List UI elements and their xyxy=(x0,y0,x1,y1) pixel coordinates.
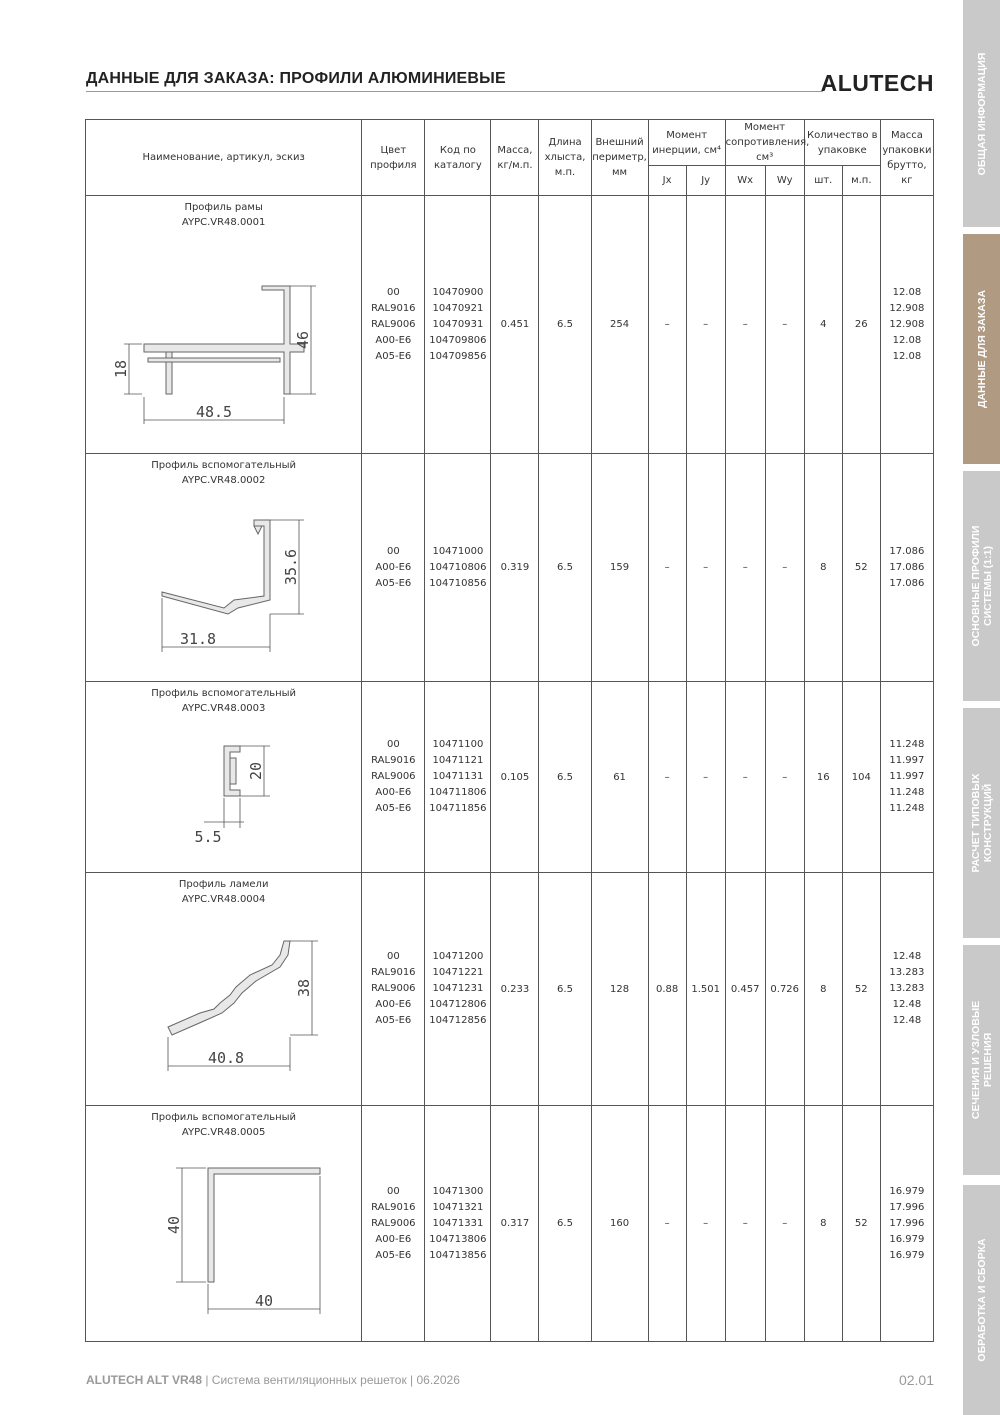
wy-value: – xyxy=(765,454,804,682)
pcs-value: 8 xyxy=(804,873,842,1106)
brand-logo: ALUTECH xyxy=(820,70,934,96)
header-mp: м.п. xyxy=(842,166,880,196)
code-list: 10471200 10471221 10471231 104712806 104712856 xyxy=(425,873,491,1106)
jx-value: 0.88 xyxy=(648,873,686,1106)
pack-mass-list: 17.086 17.086 17.086 xyxy=(880,454,933,682)
perimeter-value: 159 xyxy=(591,454,648,682)
profile-sketch xyxy=(104,909,344,1094)
mass-value: 0.105 xyxy=(491,682,539,873)
pack-mass-list: 11.248 11.997 11.997 11.248 11.248 xyxy=(880,682,933,873)
code-list: 10471100 10471121 10471131 104711806 104711856 xyxy=(425,682,491,873)
tab-label: РАСЧЕТ ТИПОВЫХ КОНСТРУКЦИЙ xyxy=(969,773,994,873)
footer-product: ALUTECH ALT VR48 xyxy=(86,1373,203,1387)
header-wx: Wx xyxy=(725,166,765,196)
jx-value: – xyxy=(648,1106,686,1342)
header-color: Цвет профиля xyxy=(362,120,425,196)
pack-mass-list: 12.08 12.908 12.908 12.08 12.08 xyxy=(880,196,933,454)
header-jy: Jy xyxy=(686,166,725,196)
profile-article: AYPC.VR48.0005 xyxy=(181,1127,266,1138)
tab-processing[interactable] xyxy=(963,1185,1000,1415)
footer-text: | Система вентиляционных решеток | 06.2026 xyxy=(202,1373,460,1387)
mass-value: 0.317 xyxy=(491,1106,539,1342)
pack-mass-list: 12.48 13.283 13.283 12.48 12.48 xyxy=(880,873,933,1106)
tab-label: ДАННЫЕ ДЛЯ ЗАКАЗА xyxy=(975,289,988,409)
profile-name: Профиль вспомогательный xyxy=(151,688,297,699)
length-value: 6.5 xyxy=(539,873,591,1106)
wy-value: – xyxy=(765,196,804,454)
color-list: 00 RAL9016 RAL9006 A00-E6 A05-E6 xyxy=(362,1106,425,1342)
wx-value: 0.457 xyxy=(725,873,765,1106)
header-perimeter: Внешний периметр, мм xyxy=(591,120,648,196)
dim-height: 46 xyxy=(293,330,312,350)
mass-value: 0.233 xyxy=(491,873,539,1106)
table-row xyxy=(86,682,934,873)
jx-value: – xyxy=(648,196,686,454)
footer xyxy=(86,1373,460,1387)
profile-sketch xyxy=(104,718,344,863)
tab-calculation[interactable] xyxy=(963,708,1000,938)
perimeter-value: 254 xyxy=(591,196,648,454)
profile-name-cell xyxy=(86,1106,362,1342)
profile-article: AYPC.VR48.0001 xyxy=(181,217,266,228)
jy-value: – xyxy=(686,682,725,873)
profile-article: AYPC.VR48.0002 xyxy=(181,475,266,486)
wx-value: – xyxy=(725,682,765,873)
tab-order-data[interactable] xyxy=(963,234,1000,464)
wx-value: – xyxy=(725,454,765,682)
profile-name: Профиль рамы xyxy=(184,202,263,213)
jx-value: – xyxy=(648,454,686,682)
pcs-value: 16 xyxy=(804,682,842,873)
table-row xyxy=(86,873,934,1106)
header-inertia: Момент инерции, см⁴ xyxy=(648,120,725,166)
header-code: Код по каталогу xyxy=(425,120,491,196)
perimeter-value: 61 xyxy=(591,682,648,873)
tab-label: ОБЩАЯ ИНФОРМАЦИЯ xyxy=(975,52,988,175)
profile-name-cell xyxy=(86,454,362,682)
jy-value: – xyxy=(686,454,725,682)
tab-label: ОСНОВНЫЕ ПРОФИЛИ СИСТЕМЫ (1:1) xyxy=(969,525,994,647)
table-row xyxy=(86,454,934,682)
dim-width: 48.5 xyxy=(195,403,232,421)
header-pack-mass: Масса упаковки брутто, кг xyxy=(880,120,933,196)
header-jx: Jx xyxy=(648,166,686,196)
mp-value: 104 xyxy=(842,682,880,873)
page-number: 02.01 xyxy=(898,1372,934,1388)
jy-value: 1.501 xyxy=(686,873,725,1106)
dim-height-small: 18 xyxy=(111,359,130,379)
table-row xyxy=(86,196,934,454)
mass-value: 0.451 xyxy=(491,196,539,454)
mp-value: 52 xyxy=(842,873,880,1106)
dim-width: 40.8 xyxy=(207,1049,244,1067)
profile-sketch xyxy=(104,490,344,670)
color-list: 00 RAL9016 RAL9006 A00-E6 A05-E6 xyxy=(362,196,425,454)
color-list: 00 RAL9016 RAL9006 A00-E6 A05-E6 xyxy=(362,682,425,873)
order-data-table xyxy=(85,119,934,1342)
pcs-value: 8 xyxy=(804,1106,842,1342)
header-resistance: Момент сопротивления, см³ xyxy=(725,120,804,166)
tab-main-profiles[interactable] xyxy=(963,471,1000,701)
code-list: 10470900 10470921 10470931 104709806 104709856 xyxy=(425,196,491,454)
tab-label: СЕЧЕНИЯ И УЗЛОВЫЕ РЕШЕНИЯ xyxy=(969,1000,994,1120)
tab-label: ОБРАБОТКА И СБОРКА xyxy=(975,1238,988,1362)
profile-name: Профиль вспомогательный xyxy=(151,460,297,471)
dim-width: 5.5 xyxy=(194,828,222,846)
perimeter-value: 128 xyxy=(591,873,648,1106)
dim-width: 31.8 xyxy=(179,630,216,648)
header-quantity: Количество в упаковке xyxy=(804,120,880,166)
tab-sections[interactable] xyxy=(963,945,1000,1175)
profile-name-cell xyxy=(86,682,362,873)
perimeter-value: 160 xyxy=(591,1106,648,1342)
jy-value: – xyxy=(686,196,725,454)
wx-value: – xyxy=(725,196,765,454)
dim-width: 40 xyxy=(254,1292,273,1310)
wx-value: – xyxy=(725,1106,765,1342)
length-value: 6.5 xyxy=(539,196,591,454)
length-value: 6.5 xyxy=(539,1106,591,1342)
mp-value: 52 xyxy=(842,454,880,682)
profile-sketch xyxy=(104,232,344,432)
header-mass: Масса, кг/м.п. xyxy=(491,120,539,196)
dim-height: 20 xyxy=(246,761,265,781)
header-length: Длина хлыста, м.п. xyxy=(539,120,591,196)
mp-value: 52 xyxy=(842,1106,880,1342)
color-list: 00 A00-E6 A05-E6 xyxy=(362,454,425,682)
tab-general-info[interactable] xyxy=(963,0,1000,227)
mass-value: 0.319 xyxy=(491,454,539,682)
profile-name-cell xyxy=(86,196,362,454)
code-list: 10471000 104710806 104710856 xyxy=(425,454,491,682)
wy-value: – xyxy=(765,682,804,873)
length-value: 6.5 xyxy=(539,454,591,682)
profile-name-cell xyxy=(86,873,362,1106)
mp-value: 26 xyxy=(842,196,880,454)
dim-height: 40 xyxy=(164,1215,183,1235)
profile-sketch xyxy=(104,1142,344,1332)
pack-mass-list: 16.979 17.996 17.996 16.979 16.979 xyxy=(880,1106,933,1342)
profile-name: Профиль ламели xyxy=(178,879,269,890)
page-title: ДАННЫЕ ДЛЯ ЗАКАЗА: ПРОФИЛИ АЛЮМИНИЕВЫЕ xyxy=(86,70,506,87)
pcs-value: 4 xyxy=(804,196,842,454)
table-row xyxy=(86,1106,934,1342)
length-value: 6.5 xyxy=(539,682,591,873)
profile-article: AYPC.VR48.0003 xyxy=(181,703,266,714)
jy-value: – xyxy=(686,1106,725,1342)
profile-article: AYPC.VR48.0004 xyxy=(181,894,266,905)
dim-height: 38 xyxy=(294,978,313,998)
header-wy: Wy xyxy=(765,166,804,196)
code-list: 10471300 10471321 10471331 104713806 104713856 xyxy=(425,1106,491,1342)
wy-value: – xyxy=(765,1106,804,1342)
color-list: 00 RAL9016 RAL9006 A00-E6 A05-E6 xyxy=(362,873,425,1106)
dim-height: 35.6 xyxy=(281,548,300,586)
header-pcs: шт. xyxy=(804,166,842,196)
profile-name: Профиль вспомогательный xyxy=(151,1112,297,1123)
wy-value: 0.726 xyxy=(765,873,804,1106)
jx-value: – xyxy=(648,682,686,873)
pcs-value: 8 xyxy=(804,454,842,682)
title-divider xyxy=(86,91,823,92)
header-name: Наименование, артикул, эскиз xyxy=(86,120,362,196)
